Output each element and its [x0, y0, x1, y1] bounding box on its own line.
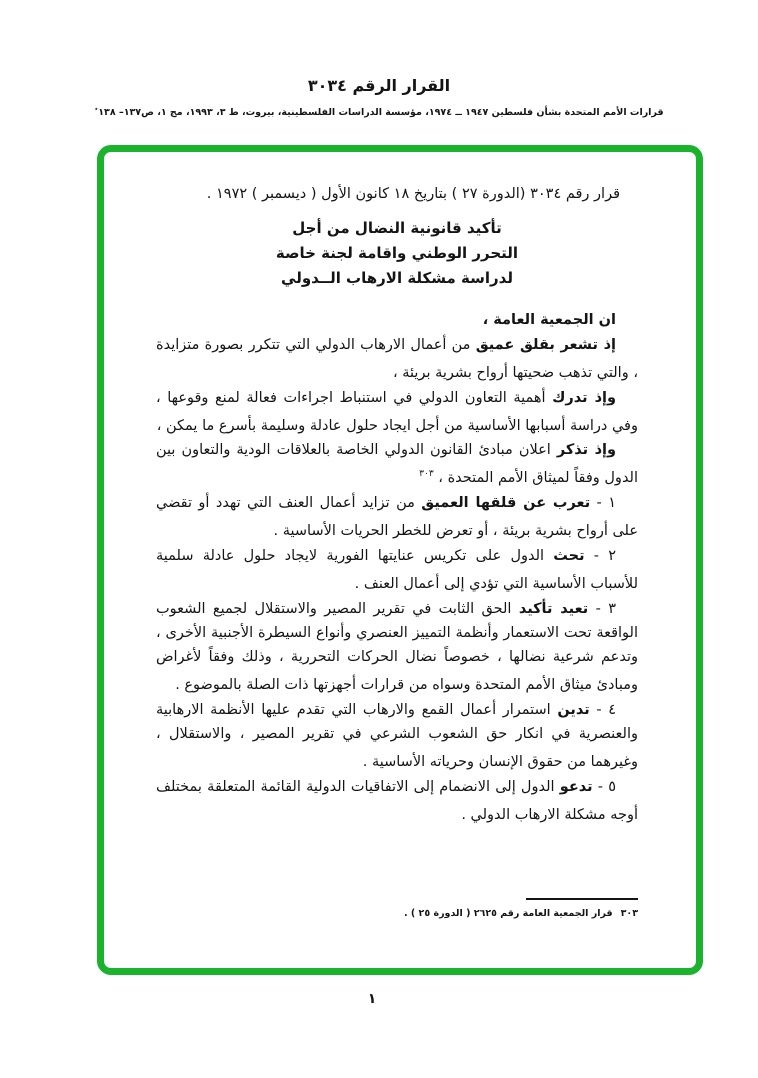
paragraph-lead: وإذ تذكر — [556, 442, 616, 459]
paragraph-lead: وإذ تدرك — [552, 389, 616, 406]
paragraph-text: استمرار أعمال القمع والارهاب التي تقدم عليها الأنظمة الارهابية والعنصرية في انكار حق الشعوب الشرعي في تقرير المصير ، والاستقلال ، وغيرهما من حقوق الإنسان وحرياته الأساسية . — [156, 701, 638, 770]
paragraph-text: الدول إلى الانضمام إلى الاتفاقيات الدولية القائمة المتعلقة بمختلف أوجه مشكلة الارهاب الدولي . — [156, 778, 638, 823]
resolution-paragraph — [156, 386, 638, 438]
resolution-heading-line: تأكيد قانونية النضال من أجل — [292, 219, 502, 237]
paragraph-lead: إذ تشعر بقلق عميق — [475, 336, 616, 353]
paragraph-text: من أعمال الارهاب الدولي التي تتكرر بصورة متزايدة ، والتي تذهب ضحيتها أرواح بشرية بريئة ، — [156, 336, 638, 381]
paragraph-number: ١ - — [590, 495, 616, 512]
footnote — [156, 907, 638, 920]
paragraph-text: من تزايد أعمال العنف التي تهدد أو تقضي على أرواح بشرية بريئة ، أو تعرض للخطر الحريات الأساسية . — [156, 495, 638, 540]
resolution-paragraph — [156, 491, 638, 543]
footnote-text: قرار الجمعية العامة رقم ٢٦٢٥ ( الدورة ٢٥ ) . — [403, 908, 613, 919]
paragraph-number: ٣ - — [588, 600, 617, 617]
page-title: القرار الرقم ٣٠٣٤ — [307, 76, 451, 95]
paragraph-lead: ان الجمعية العامة ، — [482, 311, 616, 328]
source-citation-mark: ٭ — [94, 105, 99, 113]
resolution-paragraph — [156, 775, 638, 827]
resolution-box — [97, 145, 703, 975]
resolution-heading-line: التحرر الوطني واقامة لجنة خاصة — [275, 244, 519, 262]
footnote-separator — [526, 898, 638, 900]
source-citation-text: قرارات الأمم المتحدة بشأن فلسطين ١٩٤٧ ــ ١٩٧٤، مؤسسة الدراسات الفلسطينية، بيروت، ط ٣، ١٩٩٣، مج ١، ص١٣٧– ١٣٨ — [98, 107, 664, 119]
resolution-heading-line: لدراسة مشكلة الارهاب الــدولي — [281, 269, 513, 287]
paragraph-number: ٤ - — [589, 701, 616, 718]
paragraph-lead: تدين — [557, 701, 590, 718]
resolution-paragraph — [156, 597, 638, 697]
resolution-paragraph — [156, 333, 638, 385]
paragraph-number: ٢ - — [584, 548, 616, 565]
paragraph-lead: تحث — [553, 548, 585, 565]
paragraph-number: ٥ - — [592, 778, 616, 795]
paragraph-text: اعلان مبادئ القانون الدولي الخاصة بالعلاقات الودية والتعاون بين الدول وفقاً لميثاق الأمم المتحدة ، — [156, 442, 638, 487]
resolution-intro-line: قرار رقم ٣٠٣٤ (الدورة ٢٧ ) بتاريخ ١٨ كانون الأول ( ديسمبر ) ١٩٧٢ . — [206, 186, 620, 202]
footnote-marker: ٣٠٣ — [620, 908, 638, 919]
source-citation-line — [0, 105, 758, 118]
paragraph-text: أهمية التعاون الدولي في استنباط اجراءات فعالة لمنع وقوعها ، وفي دراسة أسبابها الأساسية من أجل ايجاد حلول عادلة وسليمة بأسرع ما يمكن ، — [156, 389, 638, 434]
footnote-area — [156, 898, 638, 920]
footnote-ref: ٣٠٣ — [419, 469, 434, 480]
resolution-paragraph — [156, 438, 638, 490]
paragraph-lead: تعرب عن قلقها العميق — [421, 495, 591, 512]
paragraph-text: الحق الثابت في تقرير المصير والاستقلال لجميع الشعوب الواقعة تحت الاستعمار وأنظمة التمييز العنصري وأنواع السيطرة الأجنبية الأخرى ، وتدعم شرعية نضالها ، خصوصاً نضال الحركات التحررية ، وذلك وفقاً لأغراض ومبادئ ميثاق الأمم المتحدة وسواه من قرارات أجهزتها ذات الصلة بالموضوع . — [156, 600, 638, 693]
page-number: ١ — [367, 991, 377, 1007]
paragraph-lead: تدعو — [559, 778, 593, 795]
paragraph-text: الدول على تكريس عنايتها الفورية لايجاد حلول عادلة سلمية للأسباب الأساسية التي تؤدي إلى أعمال العنف . — [156, 548, 638, 592]
resolution-paragraph — [156, 698, 638, 774]
resolution-paragraph — [156, 544, 638, 596]
resolution-heading — [156, 216, 638, 291]
paragraph-lead: تعيد تأكيد — [518, 600, 589, 617]
resolution-paragraph — [156, 304, 638, 332]
